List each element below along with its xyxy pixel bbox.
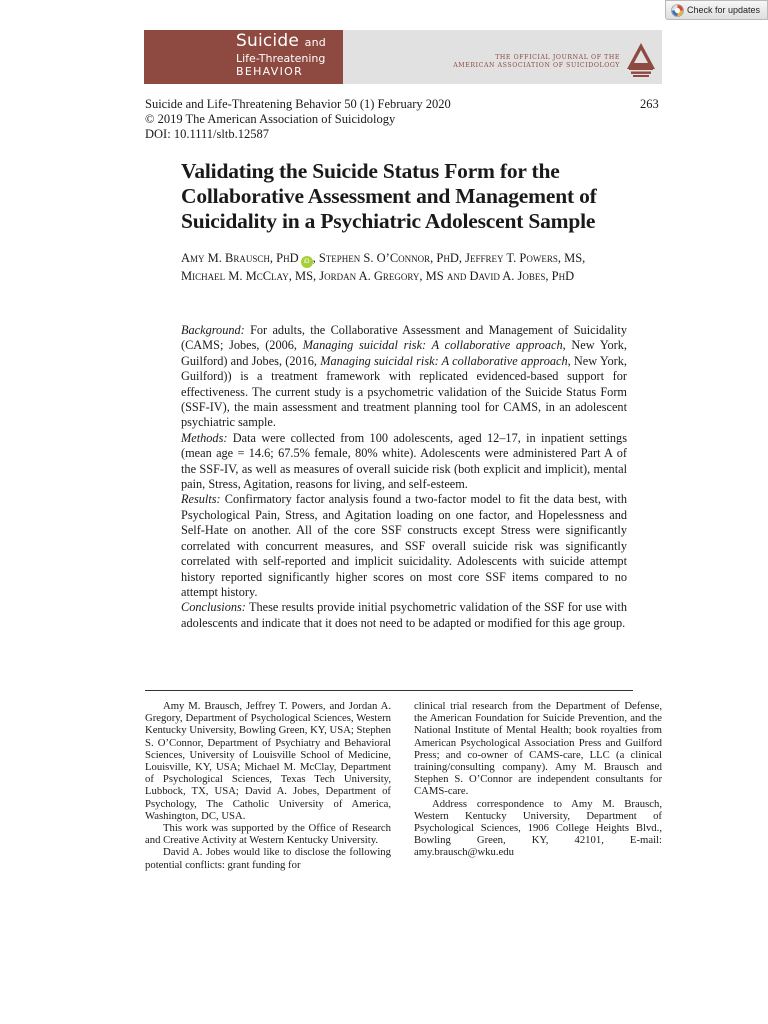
citation-block (145, 97, 451, 142)
author-brausch: Amy M. Brausch, PhD (181, 251, 299, 265)
journal-title-line3: BEHAVIOR (236, 65, 304, 78)
journal-title-and: and (304, 36, 326, 49)
correspondence-note: Address correspondence to Amy M. Brausch, Western Kentucky University, Department of Psychological Sciences, 1906 College Heights Blvd., Bowling Green, KY, 42101, E-mail: amy.brausch@wku.edu (414, 797, 662, 859)
journal-title-block (144, 30, 343, 84)
footnotes-right-column (414, 700, 662, 859)
association-line1: THE OFFICIAL JOURNAL OF THE (495, 54, 620, 61)
check-for-updates-button[interactable] (665, 0, 768, 20)
background-text-1: For adults, the Collaborative Assessment and Management of Suicidality (CAMS; Jobes, (2006, (181, 323, 627, 353)
journal-title-line1: Suicide (236, 31, 300, 51)
background-ref-1: Managing suicidal risk: A collaborative approach (302, 338, 563, 353)
association-line2: AMERICAN ASSOCIATION OF SUICIDOLOGY (453, 62, 620, 69)
conclusions-text: These results provide initial psychometric validation of the SSF for use with adolescents and indicate that it does not need to be adapted or modified for this age group. (181, 600, 627, 630)
copyright: © 2019 The American Association of Suicidology (145, 112, 396, 126)
disclosure-continued: clinical trial research from the Department of Defense, the American Foundation for Suicide Prevention, and the National Institute of Mental Health; book royalties from American Psychological Association Press and Guilford Press; and co-owner of CAMS-care, LLC (a clinical training/consulting company). Amy M. Brausch and Stephen S. O’Connor are independent consultants for CAMS-care. (414, 700, 662, 798)
footnote-divider (145, 690, 633, 691)
results-text: Confirmatory factor analysis found a two-factor model to fit the data best, with Psychological Pain, Stress, and Agitation loading on one factor, and Hopelessness and Self-Hate on another. All of the core SSF constructs except Stress were significantly correlated with concurrent measures, and SSF overall suicide risk was significantly correlated with self-reported and implicit suicidality. Adolescents with suicide attempt history reported significantly higher scores on most core SSF items compared to no attempt history. (181, 492, 627, 599)
article-title: Validating the Suicide Status Form for the Collaborative Assessment and Management of Suicidality in a Psychiatric Adolescent Sample (181, 159, 597, 233)
doi[interactable]: DOI: 10.1111/sltb.12587 (145, 127, 269, 141)
background-text-3: , New York, Guilford)) is a treatment framework with replicated evidenced-based support for effectiveness. The current study is a psychometric validation of the Suicide Status Form (SSF-IV), the main assessment and treatment planning tool for CAMS, in an adolescent psychiatric sample. (181, 353, 627, 430)
results-label: Results: (181, 492, 221, 507)
methods-label: Methods: (181, 430, 228, 445)
methods-text: Data were collected from 100 adolescents, aged 12–17, in inpatient settings (mean age = 14.6; 67.5% female, 80% white). Adolescents were administered Part A of the SSF-IV, as well as measures of overall suicide risk (both explicit and implicit), mental pain, Stress, Agitation, reasons for living, and self-esteem. (181, 430, 627, 492)
author-list (181, 250, 631, 284)
conclusions-label: Conclusions: (181, 600, 246, 615)
association-text (453, 54, 620, 70)
abstract-background (181, 323, 627, 431)
disclosure-note: David A. Jobes would like to disclose the following potential conflicts: grant funding for (145, 846, 391, 871)
abstract-methods (181, 431, 627, 493)
crossmark-icon (671, 4, 684, 17)
abstract (181, 323, 627, 631)
abstract-conclusions (181, 600, 627, 631)
background-label: Background: (181, 323, 245, 337)
page-number: 263 (640, 97, 659, 111)
association-block (343, 30, 662, 84)
abstract-results (181, 492, 627, 600)
aas-logo-icon (626, 43, 656, 77)
journal-banner (144, 30, 662, 84)
footnotes-left-column (145, 700, 391, 871)
authors-line2: Michael M. McClay, MS, Jordan A. Gregory, MS and David A. Jobes, PhD (181, 269, 575, 283)
authors-line1-rest: , Stephen S. O’Connor, PhD, Jeffrey T. Powers, MS, (312, 251, 586, 265)
affiliations-note: Amy M. Brausch, Jeffrey T. Powers, and Jordan A. Gregory, Department of Psychological Sciences, Western Kentucky University, Bowling Green, KY, USA; Stephen S. O’Connor, Department of Psychiatry and Behavioral Sciences, University of Louisville School of Medicine, Louisville, KY, USA; Michael M. McClay, Department of Psychological Sciences, Texas Tech University, Lubbock, TX, USA; David A. Jobes, Department of Psychology, The Catholic University of America, Washington, DC, USA. (145, 700, 391, 822)
orcid-icon[interactable]: iD (301, 256, 313, 268)
journal-title-line2: Life-Threatening (236, 52, 326, 65)
journal-issue: Suicide and Life-Threatening Behavior 50 (1) February 2020 (145, 97, 451, 111)
background-ref-2: Managing suicidal risk: A collaborative approach (320, 353, 568, 368)
background-text-2: , New York, Guilford) and Jobes, (2016, (181, 338, 627, 368)
check-for-updates-label: Check for updates (687, 5, 761, 15)
support-note: This work was supported by the Office of Research and Creative Activity at Western Kentucky University. (145, 822, 391, 847)
